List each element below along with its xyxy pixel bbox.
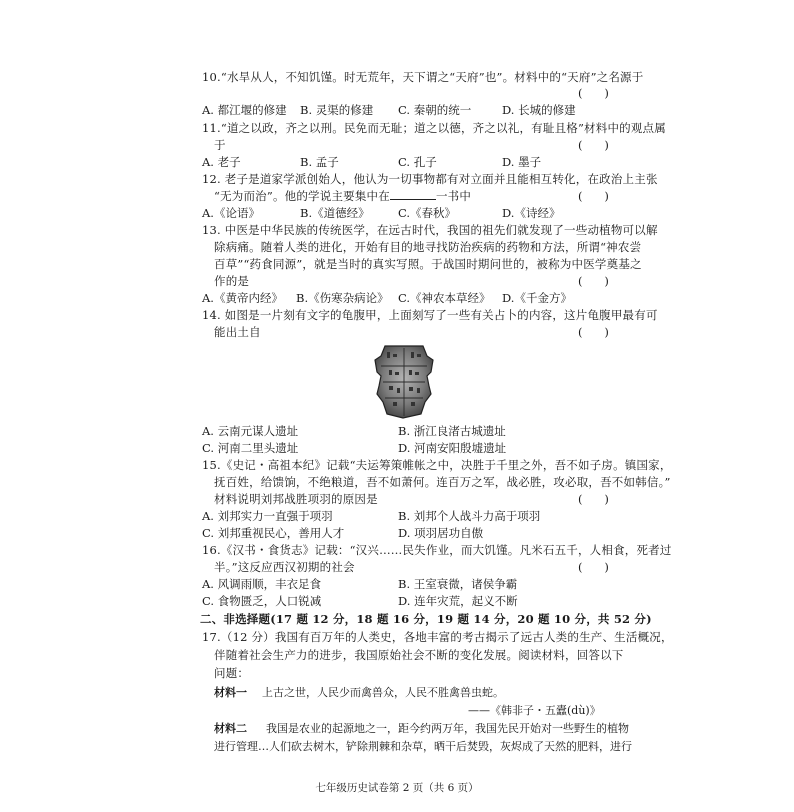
material-two-label: 材料二 [214, 722, 247, 735]
q14-option-d: D. 河南安阳殷墟遗址 [398, 441, 507, 455]
page-footer: 七年级历史试卷第 2 页（共 6 页） [315, 782, 479, 794]
q11-option-c: C. 孔子 [398, 155, 437, 169]
q13-option-d: D.《千金方》 [502, 291, 572, 305]
q11-option-d: D. 墨子 [502, 155, 542, 169]
q13-option-a: A.《黄帝内经》 [202, 291, 283, 305]
q10-answer-paren: ( ) [578, 86, 609, 100]
q12-answer-paren: ( ) [578, 189, 609, 203]
q12-option-d: D.《诗经》 [502, 206, 561, 220]
q10-option-d: D. 长城的修建 [502, 103, 576, 117]
q14-option-b: B. 浙江良渚古城遗址 [398, 424, 506, 438]
q14-stem-line2: 能出土自 [214, 325, 261, 339]
q16-option-a: A. 风调雨顺，丰衣足食 [202, 577, 322, 591]
q10-option-a: A. 都江堰的修建 [202, 103, 287, 117]
q16-option-c: C. 食物匮乏，人口锐减 [202, 594, 322, 608]
material-one-text: 上古之世，人民少而禽兽众，人民不胜禽兽虫蛇。 [262, 686, 504, 699]
q15-option-c: C. 刘邦重视民心，善用人才 [202, 526, 345, 540]
q13-answer-paren: ( ) [578, 274, 609, 288]
material-one-label: 材料一 [214, 686, 247, 699]
q12-option-c: C.《春秋》 [398, 206, 457, 220]
q15-stem-line3: 材料说明刘邦战胜项羽的原因是 [214, 492, 378, 506]
q14-option-a: A. 云南元谋人遗址 [202, 424, 299, 438]
q12-option-b: B.《道德经》 [300, 206, 370, 220]
q15-option-a: A. 刘邦实力一直强于项羽 [202, 509, 333, 523]
q10-option-c: C. 秦朝的统一 [398, 103, 472, 117]
section2-heading: 二、非选择题(17 题 12 分，18 题 16 分，19 题 14 分，20 题 10 分，共 52 分) [200, 612, 652, 626]
q12-stem-line1: 12. 老子是道家学派创始人，他认为一切事物都有对立面并且能相互转化，在政治上主张 [202, 172, 658, 186]
q11-option-b: B. 孟子 [300, 155, 339, 169]
material-one-source: ——《韩非子・五蠹(dù)》 [468, 704, 601, 717]
material-two-line1: 我国是农业的起源地之一，距今约两万年，我国先民开始对一些野生的植物 [266, 722, 629, 735]
q15-option-d: D. 项羽居功自傲 [398, 526, 484, 540]
q13-stem-line3: 百草”“药食同源”，就是当时的真实写照。于战国时期问世的，被称为中医学奠基之 [214, 257, 642, 271]
q16-option-b: B. 王室衰微，诸侯争霸 [398, 577, 518, 591]
oracle-bone-turtle-shell-image [373, 342, 435, 420]
q13-stem-line1: 13. 中医是中华民族的传统医学，在远古时代，我国的祖先们就发现了一些动植物可以解 [202, 223, 658, 237]
q16-stem-line1: 16.《汉书・食货志》记载：“汉兴……民失作业，而大饥馑。凡米石五千，人相食，死者过 [202, 543, 672, 557]
q11-stem-line2: 于 [214, 138, 226, 152]
q16-answer-paren: ( ) [578, 560, 609, 574]
q17-stem-line1: 17.（12 分）我国有百万年的人类史，各地丰富的考古揭示了远古人类的生产、生活概况， [202, 630, 673, 644]
material-two-line2: 进行管理…人们砍去树木，铲除荆棘和杂草，晒干后焚毁，灰烬成了天然的肥料，进行 [214, 740, 632, 753]
q13-stem-line2: 除病痛。随着人类的进化，开始有目的地寻找防治疾病的药物和方法，所谓“神农尝 [214, 240, 642, 254]
q10-option-b: B. 灵渠的修建 [300, 103, 374, 117]
q13-stem-line4: 作的是 [214, 274, 250, 288]
q16-stem-line2: 半。”这反应西汉初期的社会 [214, 560, 355, 574]
q12-stem-line2: “无为而治”。他的学说主要集中在 一书中 [214, 189, 472, 203]
q15-stem-line1: 15.《史记・高祖本纪》记载“夫运筹策帷帐之中，决胜于千里之外，吾不如子房。镇国家， [202, 458, 672, 472]
q14-answer-paren: ( ) [578, 325, 609, 339]
q10-stem: 10.“水旱从人，不知饥馑。时无荒年，天下谓之“天府”也”。材料中的“天府”之名源于 [202, 70, 644, 84]
q13-option-b: B.《伤寒杂病论》 [296, 291, 389, 305]
q11-answer-paren: ( ) [578, 138, 609, 152]
q12-option-a: A.《论语》 [202, 206, 260, 220]
q11-option-a: A. 老子 [202, 155, 241, 169]
q16-option-d: D. 连年灾荒，起义不断 [398, 594, 518, 608]
q15-option-b: B. 刘邦个人战斗力高于项羽 [398, 509, 541, 523]
q15-stem-line2: 抚百姓，给馈饷，不绝粮道，吾不如萧何。连百万之军，战必胜，攻必取，吾不如韩信。” [214, 475, 671, 489]
q15-answer-paren: ( ) [578, 492, 609, 506]
q11-stem-line1: 11.“道之以政，齐之以刑。民免而无耻；道之以德，齐之以礼，有耻且格”材料中的观点属 [202, 121, 666, 135]
fill-in-blank [390, 189, 436, 200]
q13-option-c: C.《神农本草经》 [398, 291, 491, 305]
q14-option-c: C. 河南二里头遗址 [202, 441, 299, 455]
q14-stem-line1: 14. 如图是一片刻有文字的龟腹甲，上面刻写了一些有关占卜的内容，这片龟腹甲最有可 [202, 308, 658, 322]
q17-stem-line3: 问题： [214, 666, 250, 680]
q17-stem-line2: 伴随着社会生产力的进步，我国原始社会不断的变化发展。阅读材料，回答以下 [214, 648, 624, 662]
